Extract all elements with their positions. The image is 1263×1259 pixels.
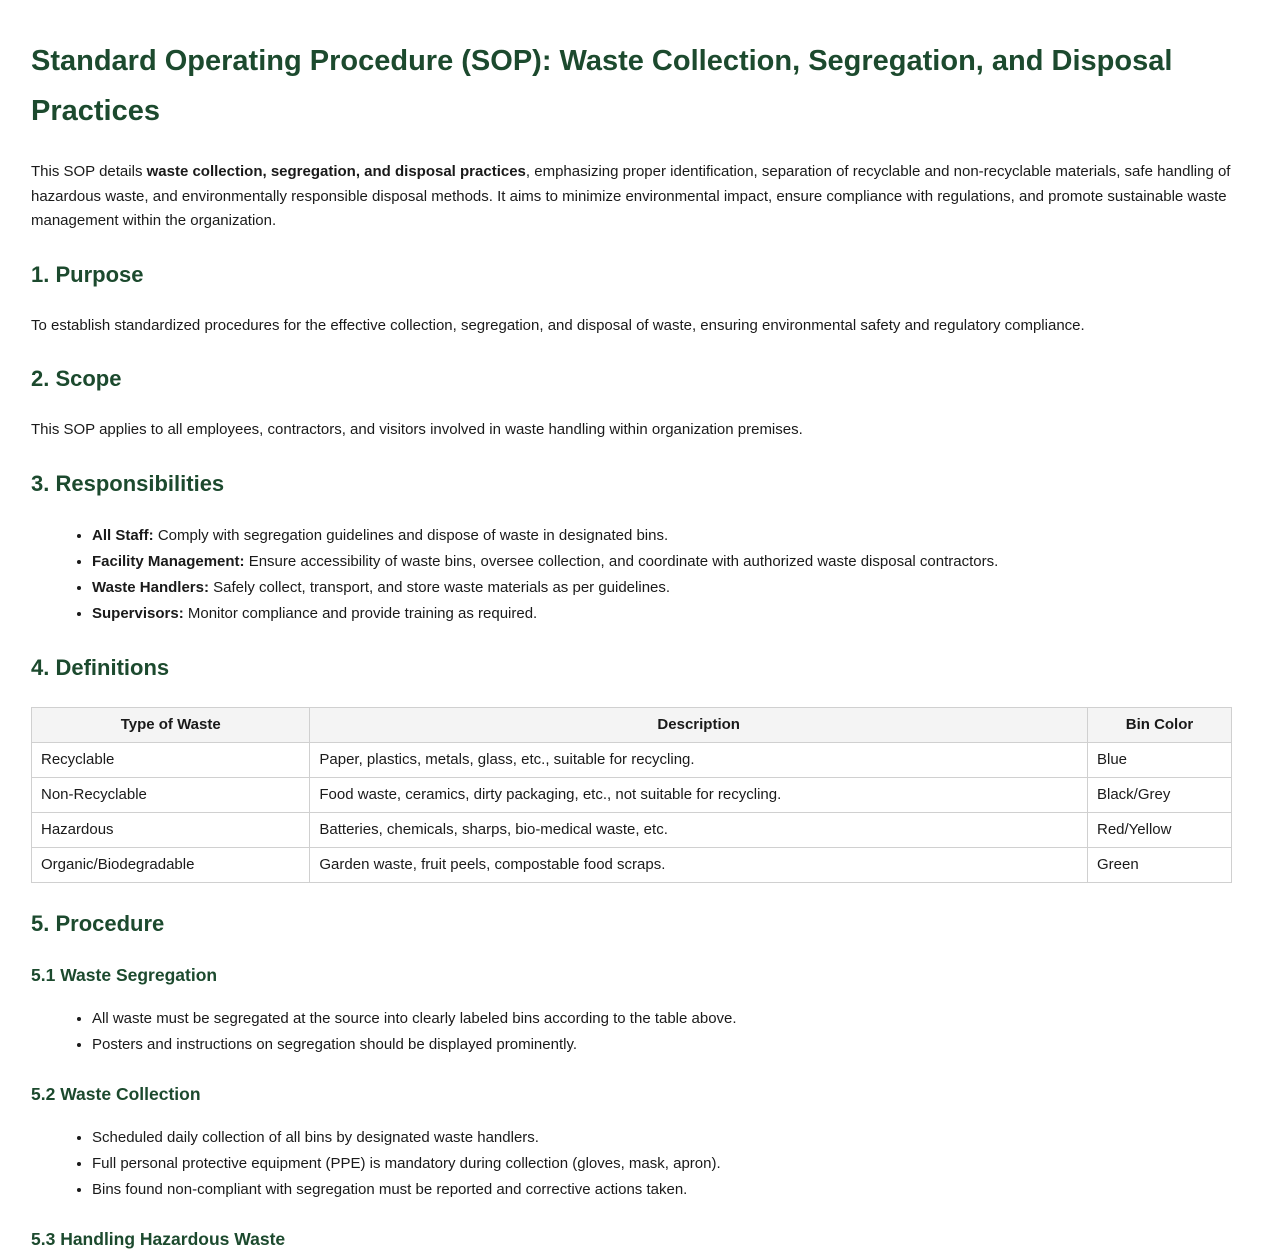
sop-document — [31, 36, 1232, 1251]
list-item-text: Safely collect, transport, and store waste materials as per guidelines. — [208, 578, 671, 596]
cell-description: Food waste, ceramics, dirty packaging, etc., not suitable for recycling. — [310, 777, 1088, 812]
list-item: • Full personal protective equipment (PPE) is mandatory during collection (gloves, mask, apron). — [92, 1151, 1232, 1177]
cell-description: Batteries, chemicals, sharps, bio-medical waste, etc. — [310, 812, 1088, 847]
purpose-paragraph: To establish standardized procedures for the effective collection, segregation, and disposal of waste, ensuring environmental safety and regulatory compliance. — [31, 316, 1085, 334]
waste-segregation-list — [31, 1006, 1232, 1058]
cell-bin-color: Green — [1087, 847, 1231, 882]
intro-suffix: , emphasizing proper identification, separation of recyclable and non-recyclable materials, safe handling of hazardous waste, and environmentally responsible disposal methods. It aims to minimize environmental impact, ensure compliance with regulations, and promote sustainable waste management within the organization. — [31, 163, 1231, 229]
cell-bin-color: Red/Yellow — [1087, 812, 1231, 847]
list-item: • All waste must be segregated at the source into clearly labeled bins according to the table above. — [92, 1006, 1232, 1032]
subsection-heading-handling-hazardous-waste: 5.3 Handling Hazardous Waste — [31, 1228, 286, 1249]
table-row — [32, 742, 1232, 777]
cell-bin-color: Blue — [1087, 742, 1231, 777]
waste-collection-list — [31, 1125, 1232, 1203]
cell-description: Garden waste, fruit peels, compostable food scraps. — [310, 847, 1088, 882]
section-heading-scope: 2. Scope — [31, 366, 122, 391]
list-item-text: Comply with segregation guidelines and dispose of waste in designated bins. — [153, 526, 669, 544]
list-item: • Posters and instructions on segregation should be displayed prominently. — [92, 1032, 1232, 1058]
subsection-heading-waste-segregation: 5.1 Waste Segregation — [31, 964, 218, 985]
subsection-heading-waste-collection: 5.2 Waste Collection — [31, 1083, 201, 1104]
list-item: • Scheduled daily collection of all bins by designated waste handlers. — [92, 1125, 1232, 1151]
column-header-description: Description — [310, 707, 1088, 742]
list-item: • Bins found non-compliant with segregation must be reported and corrective actions taken. — [92, 1177, 1232, 1203]
cell-type: Hazardous — [32, 812, 310, 847]
list-item — [92, 523, 1232, 549]
list-item — [92, 575, 1232, 601]
cell-type: Non-Recyclable — [32, 777, 310, 812]
table-header-row — [32, 707, 1232, 742]
column-header-bin-color: Bin Color — [1087, 707, 1231, 742]
cell-type: Organic/Biodegradable — [32, 847, 310, 882]
table-row — [32, 777, 1232, 812]
section-heading-definitions: 4. Definitions — [31, 654, 170, 680]
list-item-term: Waste Handlers: — [92, 578, 209, 596]
table-row — [32, 812, 1232, 847]
list-item-text: Monitor compliance and provide training as required. — [183, 604, 538, 622]
list-item-term: Facility Management: — [92, 552, 245, 570]
intro-bold-phrase: waste collection, segregation, and disposal practices — [146, 163, 526, 180]
scope-paragraph: This SOP applies to all employees, contractors, and visitors involved in waste handling within organization premises. — [31, 421, 803, 438]
list-item-term: Supervisors: — [92, 604, 184, 622]
page-title: Standard Operating Procedure (SOP): Waste Collection, Segregation, and Disposal Practices — [31, 45, 1173, 127]
cell-type: Recyclable — [32, 742, 310, 777]
column-header-type: Type of Waste — [32, 707, 310, 742]
intro-paragraph — [31, 160, 1232, 234]
section-heading-procedure: 5. Procedure — [31, 910, 165, 936]
cell-bin-color: Black/Grey — [1087, 777, 1231, 812]
table-row — [32, 847, 1232, 882]
intro-prefix: This SOP details — [31, 163, 147, 180]
responsibilities-list — [31, 523, 1232, 627]
list-item-term: All Staff: — [92, 526, 154, 544]
definitions-table — [31, 707, 1232, 883]
section-heading-purpose: 1. Purpose — [31, 261, 144, 287]
cell-description: Paper, plastics, metals, glass, etc., suitable for recycling. — [310, 742, 1088, 777]
list-item — [92, 549, 1232, 575]
list-item — [92, 601, 1232, 627]
list-item-text: Ensure accessibility of waste bins, oversee collection, and coordinate with authorized waste disposal contractors. — [244, 552, 999, 570]
section-heading-responsibilities: 3. Responsibilities — [31, 470, 225, 496]
